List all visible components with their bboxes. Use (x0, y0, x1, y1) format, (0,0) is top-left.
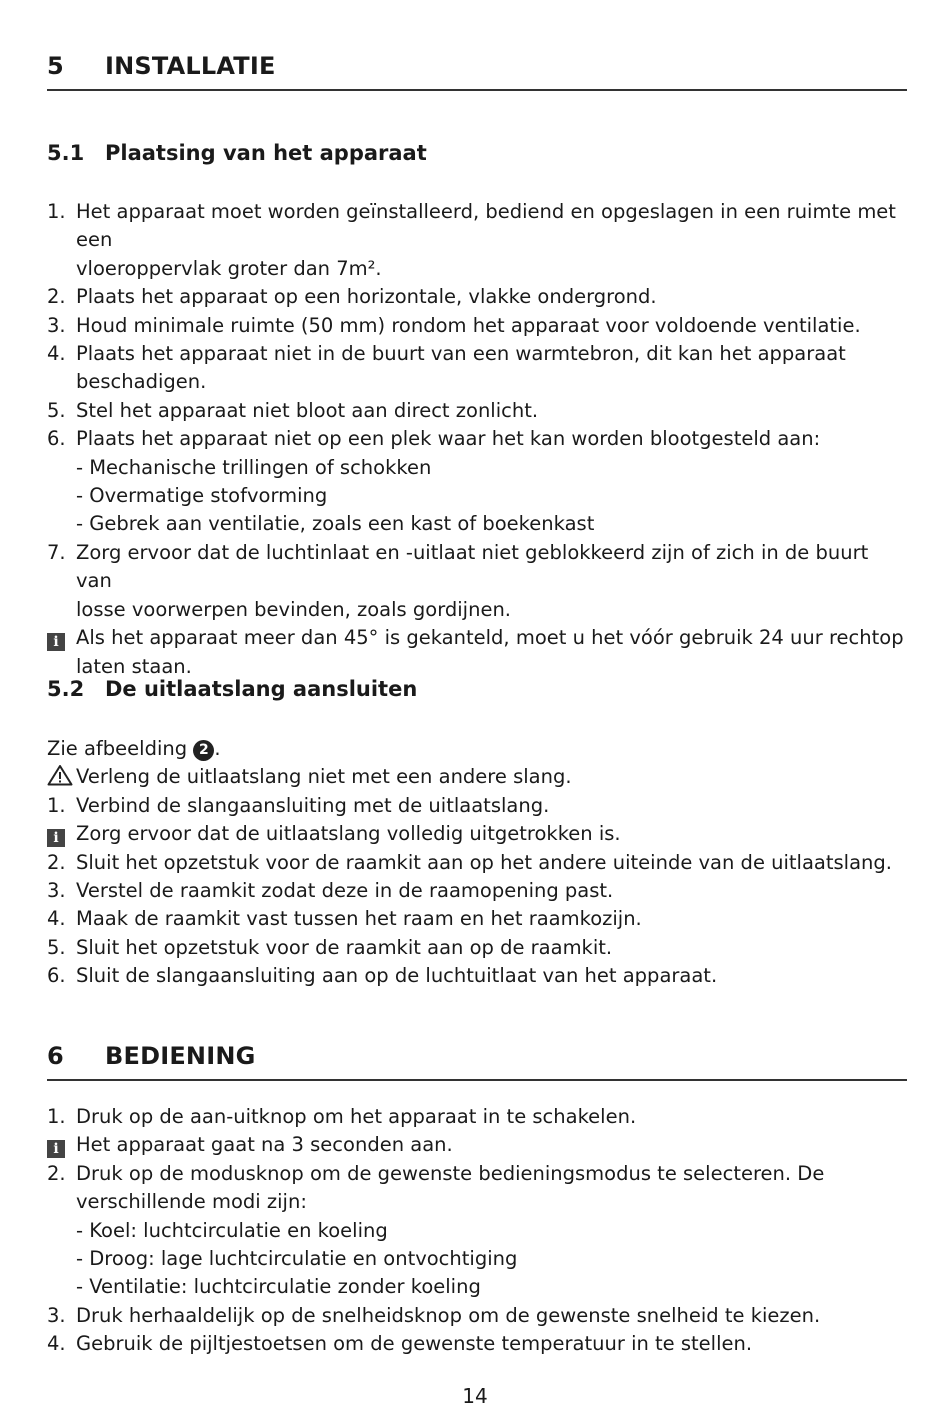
item-text-line: beschadigen. (76, 370, 207, 394)
info-icon: i (47, 1140, 65, 1158)
list-item (47, 905, 909, 933)
info-icon: i (47, 829, 65, 847)
item-text-line: - Mechanische trillingen of schokken (76, 455, 432, 479)
info-marker (47, 820, 75, 848)
list-item (47, 425, 909, 453)
list-item (47, 397, 909, 425)
info-icon: i (47, 633, 65, 651)
item-text-line: - Overmatige stofvorming (76, 484, 328, 508)
item-number: 3. (47, 1303, 66, 1327)
section-title: INSTALLATIE (105, 52, 276, 80)
item-text-line: Verleng de uitlaatslang niet met een andere slang. (76, 765, 572, 789)
item-text-line: Houd minimale ruimte (50 mm) rondom het apparaat voor voldoende ventilatie. (76, 313, 861, 337)
item-text-line: Sluit het opzetstuk voor de raamkit aan op het andere uiteinde van de uitlaatslang. (76, 850, 892, 874)
sub-list-item (47, 482, 909, 510)
warning-marker (47, 763, 75, 791)
item-text-line: - Gebrek aan ventilatie, zoals een kast of boekenkast (76, 512, 595, 536)
list-item (47, 1302, 909, 1330)
item-number: 1. (47, 793, 66, 817)
sub-list-item (47, 1245, 909, 1273)
item-text-line: Sluit de slangaansluiting aan op de luchtuitlaat van het apparaat. (76, 964, 718, 988)
item-number: 4. (47, 342, 66, 366)
sub-list-item (47, 510, 909, 538)
subsection-number: 5.2 (47, 677, 85, 701)
subsection-title: Plaatsing van het apparaat (105, 141, 427, 165)
list-item (47, 198, 909, 283)
list-item (47, 1103, 909, 1131)
sub-list-item (47, 1217, 909, 1245)
item-number: 1. (47, 1105, 66, 1128)
list-item (47, 340, 909, 397)
item-text-line: - Ventilatie: luchtcirculatie zonder koeling (76, 1275, 481, 1299)
info-note (47, 1131, 909, 1159)
item-number: 6. (47, 427, 66, 451)
info-marker (47, 1131, 75, 1159)
item-number: 7. (47, 540, 66, 564)
item-number: 2. (47, 1161, 66, 1185)
list-item (47, 283, 909, 311)
sub-list-item (47, 454, 909, 482)
item-number: 5. (47, 398, 66, 422)
item-text-line: vloeroppervlak groter dan 7m². (76, 256, 382, 280)
list-item (47, 1160, 909, 1217)
item-number: 3. (47, 313, 66, 337)
item-text-line: Druk op de modusknop om de gewenste bedieningsmodus te selecteren. De (76, 1161, 825, 1185)
list-item (47, 962, 909, 990)
warning-note (47, 763, 909, 791)
section-heading-bediening (47, 1042, 907, 1081)
placement-instructions-list (47, 198, 909, 681)
item-text-line: Plaats het apparaat niet in de buurt van een warmtebron, dit kan het apparaat (76, 342, 846, 366)
item-text-line: Verbind de slangaansluiting met de uitlaatslang. (76, 793, 550, 817)
item-text-line: Sluit het opzetstuk voor de raamkit aan op de raamkit. (76, 935, 613, 959)
item-text-line: Druk herhaaldelijk op de snelheidsknop om de gewenste snelheid te kiezen. (76, 1303, 821, 1327)
section-title: BEDIENING (105, 1042, 256, 1070)
subsection-heading-plaatsing (47, 141, 907, 165)
list-item (47, 877, 909, 905)
list-item (47, 312, 909, 340)
item-text-line: - Droog: lage luchtcirculatie en ontvochtiging (76, 1247, 518, 1271)
page-number: 14 (462, 1384, 488, 1408)
item-text-line: Het apparaat moet worden geïnstalleerd, bediend en opgeslagen in een ruimte met een (76, 200, 896, 252)
list-item (47, 934, 909, 962)
item-number: 2. (47, 285, 66, 309)
item-text-line: Zorg ervoor dat de uitlaatslang volledig uitgetrokken is. (76, 822, 621, 846)
exhaust-hose-instructions-list (47, 763, 909, 990)
list-item (47, 792, 909, 820)
item-text-line: Plaats het apparaat niet op een plek waar het kan worden blootgesteld aan: (76, 427, 821, 451)
info-note (47, 820, 909, 848)
item-text-line: Als het apparaat meer dan 45° is gekanteld, moet u het vóór gebruik 24 uur rechtop (76, 626, 904, 650)
item-text-line: Zorg ervoor dat de luchtinlaat en -uitlaat niet geblokkeerd zijn of zich in de buurt van (76, 540, 869, 593)
subsection-heading-uitlaatslang (47, 677, 907, 701)
info-note (47, 624, 909, 681)
list-item (47, 849, 909, 877)
item-text-line: Stel het apparaat niet bloot aan direct zonlicht. (76, 398, 539, 422)
item-text-line: laten staan. (76, 654, 192, 678)
list-item (47, 1330, 909, 1358)
sub-list-item (47, 1273, 909, 1301)
figure-reference-text: Zie afbeelding (47, 737, 188, 760)
item-text-line: - Koel: luchtcirculatie en koeling (76, 1218, 388, 1242)
item-text-line: Gebruik de pijltjestoetsen om de gewenste temperatuur in te stellen. (76, 1332, 753, 1356)
item-text-line: Maak de raamkit vast tussen het raam en het raamkozijn. (76, 907, 642, 931)
operation-instructions-list (47, 1103, 909, 1359)
section-heading-installatie (47, 52, 907, 91)
item-text-line: losse voorwerpen bevinden, zoals gordijnen. (76, 597, 511, 621)
item-number: 5. (47, 935, 66, 959)
item-number: 1. (47, 200, 66, 223)
item-text-line: Plaats het apparaat op een horizontale, vlakke ondergrond. (76, 285, 657, 309)
warning-triangle-icon (47, 764, 73, 786)
figure-reference-end: . (214, 737, 221, 760)
section-number: 5 (47, 52, 64, 80)
figure-number-icon: 2 (193, 740, 214, 761)
subsection-number: 5.1 (47, 141, 85, 165)
list-item (47, 539, 909, 624)
info-marker (47, 624, 75, 652)
figure-reference-line (47, 735, 909, 763)
item-number: 6. (47, 964, 66, 988)
item-text-line: Het apparaat gaat na 3 seconden aan. (76, 1133, 453, 1157)
item-text-line: Druk op de aan-uitknop om het apparaat in te schakelen. (76, 1105, 637, 1128)
subsection-title: De uitlaatslang aansluiten (105, 677, 418, 701)
item-text-line: Verstel de raamkit zodat deze in de raamopening past. (76, 879, 614, 903)
item-number: 4. (47, 907, 66, 931)
item-number: 4. (47, 1332, 66, 1356)
item-number: 3. (47, 879, 66, 903)
item-text-line: verschillende modi zijn: (76, 1190, 307, 1214)
exhaust-hose-section (47, 735, 909, 991)
item-number: 2. (47, 850, 66, 874)
section-number: 6 (47, 1042, 64, 1070)
